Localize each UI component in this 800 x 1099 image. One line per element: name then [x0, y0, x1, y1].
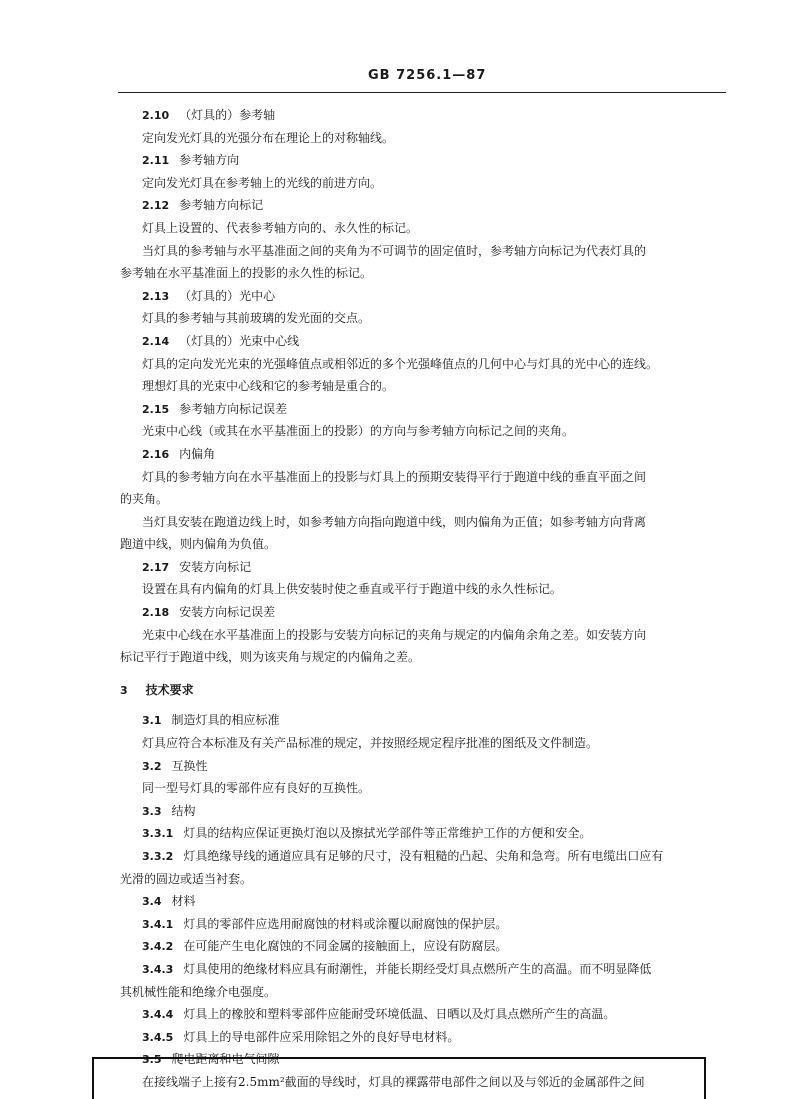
clause-heading: 3.2 互换性 — [142, 758, 208, 773]
clause-heading: 2.14 （灯具的）光束中心线 — [142, 333, 300, 348]
clause-item: 3.3.2 灯具绝缘导线的通道应具有足够的尺寸，没有粗糙的凸起、尖角和急弯。所有电缆出口应有 — [142, 849, 664, 863]
clause-text: 光滑的圆边或适当衬套。 — [120, 871, 253, 886]
document-body — [120, 104, 726, 1094]
clause-text: 跑道中线，则内偏角为负值。 — [120, 537, 277, 552]
clause-item: 3.4.3 灯具使用的绝缘材料应具有耐潮性，并能长期经受灯具点燃所产生的高温。而不明显降低 — [142, 961, 652, 976]
clause-text: 当灯具的参考轴与水平基准面之间的夹角为不可调节的固定值时，参考轴方向标记为代表灯具的 — [142, 243, 647, 258]
clause-heading: 2.17 安装方向标记 — [142, 559, 252, 574]
clause-text: 的夹角。 — [120, 492, 169, 507]
clause-text: 其机械性能和绝缘介电强度。 — [120, 984, 277, 999]
clause-text: 定向发光灯具的光强分布在理论上的对称轴线。 — [142, 130, 395, 145]
section-heading: 3 技术要求 — [120, 682, 194, 697]
header-rule — [118, 92, 726, 93]
clause-text: 灯具的参考轴方向在水平基准面上的投影与灯具上的预期安装得平行于跑道中线的垂直平面之间 — [142, 469, 647, 484]
clause-heading: 2.16 内偏角 — [142, 446, 216, 461]
clause-heading: 2.18 安装方向标记误差 — [142, 605, 276, 620]
clause-heading: 3.3 结构 — [142, 803, 196, 818]
clause-text: 同一型号灯具的零部件应有良好的互换性。 — [142, 781, 371, 796]
clause-text: 灯具应符合本标准及有关产品标准的规定，并按照经规定程序批准的图纸及文件制造。 — [142, 736, 599, 751]
clause-text: 灯具的参考轴与其前玻璃的发光面的交点。 — [142, 311, 371, 326]
clause-text: 理想灯具的光束中心线和它的参考轴是重合的。 — [142, 379, 395, 394]
clause-text: 当灯具安装在跑道边线上时，如参考轴方向指向跑道中线，则内偏角为正值；如参考轴方向背离 — [142, 514, 647, 529]
clause-text: 在接线端子上接有2.5mm²截面的导线时，灯具的裸露带电部件之间以及与邻近的金属部件之间 — [142, 1074, 645, 1089]
clause-heading: 2.11 参考轴方向 — [142, 153, 240, 168]
clause-text: 标记平行于跑道中线，则为该夹角与规定的内偏角之差。 — [120, 650, 421, 665]
clause-text: 光束中心线（或其在水平基准面上的投影）的方向与参考轴方向标记之间的夹角。 — [142, 424, 575, 439]
clause-item: 3.4.5 灯具上的导电部件应采用除铝之外的良好导电材料。 — [142, 1029, 460, 1044]
clause-heading: 2.12 参考轴方向标记 — [142, 198, 264, 213]
standard-number-header: GB 7256.1—87 — [368, 68, 487, 83]
clause-text: 灯具的定向发光光束的光强峰值点或相邻近的多个光强峰值点的几何中心与灯具的光中心的连线。 — [142, 356, 659, 371]
bottom-frame — [92, 1057, 706, 1099]
clause-heading: 2.15 参考轴方向标记误差 — [142, 401, 288, 416]
clause-item: 3.3.1 灯具的结构应保证更换灯泡以及擦拭光学部件等正常维护工作的方便和安全。 — [142, 826, 592, 841]
clause-item: 3.4.1 灯具的零部件应选用耐腐蚀的材料或涂覆以耐腐蚀的保护层。 — [142, 916, 508, 931]
clause-heading: 3.1 制造灯具的相应标准 — [142, 713, 280, 728]
clause-heading: 3.5 爬电距离和电气间隙 — [142, 1052, 280, 1067]
clause-text: 设置在具有内偏角的灯具上供安装时使之垂直或平行于跑道中线的永久性标记。 — [142, 582, 563, 597]
clause-text: 定向发光灯具在参考轴上的光线的前进方向。 — [142, 175, 383, 190]
clause-text: 光束中心线在水平基准面上的投影与安装方向标记的夹角与规定的内偏角余角之差。如安装方向 — [142, 627, 647, 642]
clause-text: 参考轴在水平基准面上的投影的永久性的标记。 — [120, 266, 373, 281]
clause-heading: 2.13 （灯具的）光中心 — [142, 288, 276, 303]
clause-heading: 3.4 材料 — [142, 894, 196, 909]
clause-item: 3.4.4 灯具上的橡胶和塑料零部件应能耐受环境低温、日晒以及灯具点燃所产生的高温。 — [142, 1007, 616, 1022]
clause-text: 灯具上设置的、代表参考轴方向的、永久性的标记。 — [142, 220, 419, 235]
clause-heading: 2.10 （灯具的）参考轴 — [142, 108, 276, 122]
clause-item: 3.4.2 在可能产生电化腐蚀的不同金属的接触面上，应设有防腐层。 — [142, 939, 508, 954]
